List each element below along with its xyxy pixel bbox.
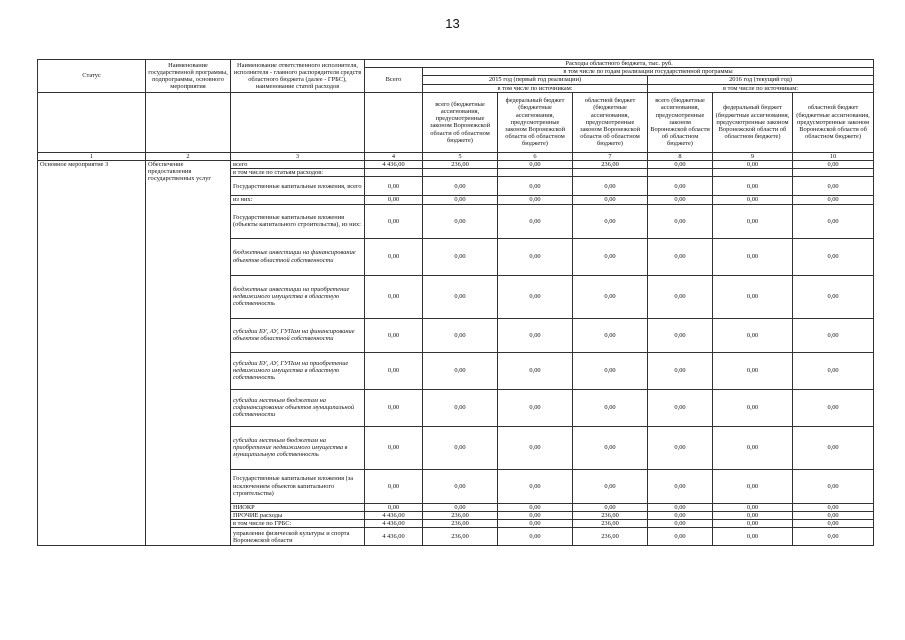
value-cell: 0,00 xyxy=(793,161,874,169)
value-cell: 4 436,00 xyxy=(365,511,423,519)
header-expenses-title: Расходы областного бюджета, тыс. руб. xyxy=(365,60,874,68)
value-cell: 0,00 xyxy=(498,318,573,352)
value-cell: 0,00 xyxy=(648,275,713,318)
value-cell xyxy=(498,169,573,177)
header-total: Всего xyxy=(365,68,423,93)
value-cell: 0,00 xyxy=(713,318,793,352)
header-spacer xyxy=(38,92,146,152)
value-cell: 0,00 xyxy=(365,204,423,238)
value-cell: 0,00 xyxy=(793,196,874,204)
value-cell: 0,00 xyxy=(423,352,498,389)
value-cell xyxy=(365,169,423,177)
value-cell: 0,00 xyxy=(573,238,648,275)
value-cell: 0,00 xyxy=(648,469,713,503)
value-cell: 0,00 xyxy=(648,238,713,275)
row-label: в том числе по ГРБС: xyxy=(231,520,365,528)
value-cell: 0,00 xyxy=(713,177,793,196)
value-cell: 0,00 xyxy=(648,204,713,238)
value-cell: 0,00 xyxy=(648,520,713,528)
value-cell: 0,00 xyxy=(713,352,793,389)
value-cell: 0,00 xyxy=(793,177,874,196)
value-cell: 0,00 xyxy=(423,503,498,511)
value-cell: 0,00 xyxy=(365,238,423,275)
value-cell: 236,00 xyxy=(423,161,498,169)
value-cell: 0,00 xyxy=(365,426,423,469)
value-cell: 0,00 xyxy=(713,503,793,511)
row-label: субсидии БУ, АУ, ГУПам на приобретение недвижимого имущества в областную собственность xyxy=(231,352,365,389)
value-cell: 0,00 xyxy=(573,389,648,426)
value-cell: 0,00 xyxy=(573,503,648,511)
header-sources-2016: в том числе по источникам: xyxy=(648,84,874,92)
column-number: 1 xyxy=(38,152,146,160)
value-cell: 236,00 xyxy=(423,528,498,546)
row-label: управление физической культуры и спорта Воронежской области xyxy=(231,528,365,546)
row-label: всего xyxy=(231,161,365,169)
value-cell: 0,00 xyxy=(648,161,713,169)
column-number: 2 xyxy=(146,152,231,160)
row-label: бюджетные инвестиции на финансирование объектов областной собственности xyxy=(231,238,365,275)
column-number: 4 xyxy=(365,152,423,160)
program-cell: Обеспечение предоставления государственных услуг xyxy=(146,161,231,546)
value-cell: 0,00 xyxy=(713,511,793,519)
value-cell: 0,00 xyxy=(498,389,573,426)
table-row xyxy=(38,161,874,169)
value-cell: 0,00 xyxy=(498,528,573,546)
value-cell: 0,00 xyxy=(423,196,498,204)
value-cell: 0,00 xyxy=(498,177,573,196)
value-cell: 0,00 xyxy=(423,204,498,238)
row-label: из них: xyxy=(231,196,365,204)
column-number: 6 xyxy=(498,152,573,160)
value-cell: 0,00 xyxy=(713,469,793,503)
value-cell: 0,00 xyxy=(793,503,874,511)
row-label: бюджетные инвестиции на приобретение недвижимого имущества в областную собственность xyxy=(231,275,365,318)
value-cell: 0,00 xyxy=(648,503,713,511)
value-cell: 236,00 xyxy=(573,528,648,546)
budget-table xyxy=(37,59,874,546)
value-cell: 0,00 xyxy=(793,204,874,238)
value-cell: 236,00 xyxy=(573,161,648,169)
header-y2-total: всего (бюджетные ассигнования, предусмотренные законом Воронежской области об областном бюджете) xyxy=(648,92,713,152)
value-cell: 0,00 xyxy=(498,161,573,169)
header-program-name: Наименование государственной программы, подпрограммы, основного мероприятия xyxy=(146,60,231,93)
value-cell: 0,00 xyxy=(793,426,874,469)
value-cell: 0,00 xyxy=(498,520,573,528)
column-number: 9 xyxy=(713,152,793,160)
row-label: ПРОЧИЕ расходы xyxy=(231,511,365,519)
value-cell: 0,00 xyxy=(498,238,573,275)
value-cell: 0,00 xyxy=(713,275,793,318)
row-label: Государственные капитальные вложения (объекты капитального строительства), из них: xyxy=(231,204,365,238)
value-cell: 0,00 xyxy=(498,469,573,503)
value-cell: 0,00 xyxy=(365,503,423,511)
value-cell: 0,00 xyxy=(793,511,874,519)
value-cell: 0,00 xyxy=(423,318,498,352)
value-cell: 0,00 xyxy=(713,238,793,275)
value-cell: 0,00 xyxy=(498,426,573,469)
value-cell: 0,00 xyxy=(573,196,648,204)
value-cell: 0,00 xyxy=(498,352,573,389)
header-spacer xyxy=(231,92,365,152)
column-number: 7 xyxy=(573,152,648,160)
row-label: НИОКР xyxy=(231,503,365,511)
value-cell: 0,00 xyxy=(365,177,423,196)
value-cell: 0,00 xyxy=(793,352,874,389)
value-cell: 0,00 xyxy=(648,389,713,426)
header-executor: Наименование ответственного исполнителя, исполнителя - главного распорядителя средств областного бюджета (далее - ГРБС), наименование статей расходов xyxy=(231,60,365,93)
value-cell: 0,00 xyxy=(365,275,423,318)
value-cell: 0,00 xyxy=(713,196,793,204)
row-label: субсидии местным бюджетам на приобретение недвижимого имущества в муниципальную собственность xyxy=(231,426,365,469)
header-by-years: в том числе по годам реализации государственной программы xyxy=(423,68,874,76)
header-year-2016: 2016 год (текущий год) xyxy=(648,76,874,84)
value-cell: 0,00 xyxy=(423,426,498,469)
value-cell: 0,00 xyxy=(573,352,648,389)
value-cell xyxy=(423,169,498,177)
header-y1-federal: федеральный бюджет (бюджетные ассигнования, предусмотренные законом Воронежской области об областном бюджете) xyxy=(498,92,573,152)
value-cell: 0,00 xyxy=(365,196,423,204)
value-cell: 0,00 xyxy=(648,177,713,196)
page-number: 13 xyxy=(445,16,460,31)
value-cell: 0,00 xyxy=(713,426,793,469)
value-cell: 0,00 xyxy=(498,511,573,519)
value-cell xyxy=(793,169,874,177)
value-cell: 0,00 xyxy=(498,275,573,318)
value-cell: 0,00 xyxy=(573,177,648,196)
value-cell xyxy=(573,169,648,177)
value-cell: 0,00 xyxy=(423,177,498,196)
value-cell: 0,00 xyxy=(648,318,713,352)
value-cell: 0,00 xyxy=(713,520,793,528)
value-cell: 0,00 xyxy=(648,352,713,389)
header-y2-federal: федеральный бюджет (бюджетные ассигнования, предусмотренные законом Воронежской области об областном бюджете) xyxy=(713,92,793,152)
value-cell: 0,00 xyxy=(423,389,498,426)
value-cell: 0,00 xyxy=(793,469,874,503)
header-sources-2015: в том числе по источникам: xyxy=(423,84,648,92)
value-cell: 0,00 xyxy=(573,469,648,503)
value-cell: 0,00 xyxy=(423,275,498,318)
value-cell: 236,00 xyxy=(423,511,498,519)
status-cell: Основное мероприятие 3 xyxy=(38,161,146,546)
value-cell: 0,00 xyxy=(713,389,793,426)
row-label: субсидии БУ, АУ, ГУПам на финансирование объектов областной собственности xyxy=(231,318,365,352)
value-cell: 4 436,00 xyxy=(365,520,423,528)
value-cell xyxy=(713,169,793,177)
value-cell: 0,00 xyxy=(713,528,793,546)
value-cell: 0,00 xyxy=(793,528,874,546)
header-spacer xyxy=(365,92,423,152)
value-cell: 0,00 xyxy=(648,426,713,469)
value-cell: 236,00 xyxy=(573,520,648,528)
column-number: 3 xyxy=(231,152,365,160)
row-label: Государственные капитальные вложения, всего xyxy=(231,177,365,196)
value-cell: 0,00 xyxy=(498,196,573,204)
value-cell: 4 436,00 xyxy=(365,528,423,546)
value-cell: 0,00 xyxy=(573,204,648,238)
value-cell: 0,00 xyxy=(423,469,498,503)
value-cell: 0,00 xyxy=(713,161,793,169)
value-cell: 0,00 xyxy=(365,389,423,426)
value-cell: 0,00 xyxy=(365,318,423,352)
row-label: Государственные капитальные вложения (за исключением объектов капитального строительства) xyxy=(231,469,365,503)
value-cell: 0,00 xyxy=(648,528,713,546)
header-y1-total: всего (бюджетные ассигнования, предусмотренные законом Воронежской области об областном бюджете) xyxy=(423,92,498,152)
row-label: субсидии местным бюджетам на софинансирование объектов муниципальной собственности xyxy=(231,389,365,426)
value-cell: 0,00 xyxy=(573,275,648,318)
value-cell: 236,00 xyxy=(423,520,498,528)
column-number: 10 xyxy=(793,152,874,160)
header-spacer xyxy=(146,92,231,152)
value-cell: 0,00 xyxy=(498,204,573,238)
value-cell: 0,00 xyxy=(648,511,713,519)
row-label: в том числе по статьям расходов: xyxy=(231,169,365,177)
value-cell: 0,00 xyxy=(793,520,874,528)
value-cell: 0,00 xyxy=(365,469,423,503)
value-cell: 0,00 xyxy=(365,352,423,389)
value-cell: 0,00 xyxy=(573,426,648,469)
column-number: 5 xyxy=(423,152,498,160)
value-cell: 0,00 xyxy=(793,238,874,275)
column-number: 8 xyxy=(648,152,713,160)
value-cell: 0,00 xyxy=(793,318,874,352)
header-year-2015: 2015 год (первый год реализации) xyxy=(423,76,648,84)
value-cell: 0,00 xyxy=(423,238,498,275)
value-cell xyxy=(648,169,713,177)
value-cell: 0,00 xyxy=(793,389,874,426)
header-y1-regional: областной бюджет (бюджетные ассигнования, предусмотренные законом Воронежской области об областном бюджете) xyxy=(573,92,648,152)
value-cell: 0,00 xyxy=(713,204,793,238)
header-status: Статус xyxy=(38,60,146,93)
header-y2-regional: областной бюджет (бюджетные ассигнования, предусмотренные законом Воронежской области об областном бюджете) xyxy=(793,92,874,152)
value-cell: 4 436,00 xyxy=(365,161,423,169)
value-cell: 0,00 xyxy=(573,318,648,352)
value-cell: 0,00 xyxy=(648,196,713,204)
value-cell: 0,00 xyxy=(498,503,573,511)
value-cell: 0,00 xyxy=(793,275,874,318)
value-cell: 236,00 xyxy=(573,511,648,519)
